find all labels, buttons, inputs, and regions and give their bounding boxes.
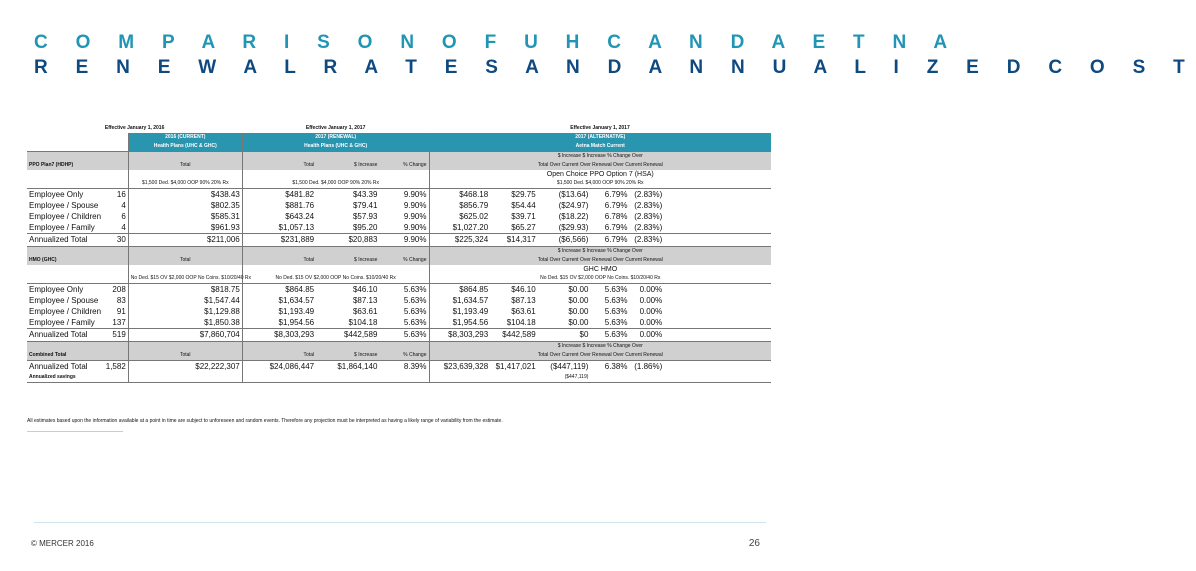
combined-header-row-a: [27, 342, 771, 352]
combined-renewal: $24,086,447: [242, 361, 316, 374]
combined-alt: $23,639,328: [429, 361, 490, 374]
plans-bar-row: [27, 142, 771, 152]
alt-increase: $54.44: [511, 201, 536, 210]
renewal-increase: $95.20: [316, 222, 379, 234]
alt-over-renewal: ($24.97): [558, 201, 589, 210]
rate-2016: $585.31: [128, 211, 242, 222]
alt-over-renewal: $0.00: [538, 317, 591, 329]
alt-pct: 6.79%: [604, 190, 628, 199]
hmo-ren-inc-head: $ Increase: [316, 256, 379, 265]
ppo-alt-plan: Open Choice PPO Option 7 (HSA): [429, 170, 771, 179]
ppo-design-2016: $1,500 Ded. $4,000 OOP 90% 20% Rx: [128, 179, 242, 189]
copyright: © MERCER 2016: [31, 539, 94, 548]
savings-row: [27, 373, 771, 383]
combined-ren-pct-head: % Change: [379, 351, 429, 361]
alt-pct: 5.63%: [604, 285, 628, 294]
renewal-increase: $57.93: [352, 212, 378, 221]
title-line-2: R E N E W A L R A T E S A N D A N N U A L I Z E D C O S T: [34, 57, 1196, 78]
renewal-pct: 9.90%: [379, 222, 429, 234]
ppo-header-row-a: [27, 152, 771, 162]
alt-pct: 5.63%: [604, 307, 628, 316]
alt-increase: $39.71: [511, 212, 536, 221]
annual-renewal-increase: $20,883: [316, 234, 379, 247]
annual-2016: $7,860,704: [128, 329, 242, 342]
rate-2016: $1,547.44: [128, 295, 242, 306]
ppo-row: [27, 211, 771, 222]
annual-renewal-pct: 5.63%: [379, 329, 429, 342]
ppo-annualized-row: [27, 234, 771, 247]
ppo-design-row: [27, 179, 771, 189]
rate-2016: $1,129.88: [128, 306, 242, 317]
tier-label: Employee / Spouse: [29, 201, 99, 210]
renewal-pct: 5.63%: [403, 296, 427, 305]
enrollment-count: 4: [121, 201, 126, 210]
alt-pct: 5.63%: [590, 317, 629, 329]
alt-renewal-pct: 0.00%: [629, 317, 664, 329]
combined-count: 1,582: [105, 362, 126, 371]
hmo-header-row-a: [27, 247, 771, 257]
combined-alt-header-b: Total Over Current Over Renewal Over Current Renewal: [429, 351, 771, 361]
annual-count: 30: [100, 234, 128, 247]
comparison-table: [27, 124, 771, 383]
rate-renewal: $1,954.56: [242, 317, 316, 329]
annual-2016: $211,006: [128, 234, 242, 247]
alt-increase: $87.13: [511, 296, 536, 305]
plans-renewal: Health Plans (UHC & GHC): [242, 142, 429, 152]
alt-increase: $65.27: [490, 222, 537, 234]
renewal-increase: $46.10: [352, 285, 378, 294]
plans-alternative: Aetna Match Current: [429, 142, 771, 152]
rate-renewal: $1,193.49: [242, 306, 316, 317]
annual-alt-pct: 5.63%: [590, 329, 629, 342]
combined-ren-inc-head: $ Increase: [316, 351, 379, 361]
hmo-row: [27, 284, 771, 296]
annual-label: Annualized Total: [27, 329, 100, 342]
tier-label: Employee Only: [29, 285, 84, 294]
alt-renewal-pct: 0.00%: [639, 285, 663, 294]
rate-alt: $1,634.57: [429, 295, 490, 306]
alt-renewal-pct: 0.00%: [639, 307, 663, 316]
hmo-alt-header-a: $ Increase $ Increase % Change Over: [429, 247, 771, 257]
disclaimer: All estimates based upon the information available at a point in time are subject to unforeseen and random events. Therefore any projection must be interpreted as having a likely range of variability from the estimate.: [27, 418, 503, 424]
alt-increase: $29.75: [511, 190, 536, 199]
renewal-increase: $63.61: [352, 307, 378, 316]
rate-alt: $625.02: [429, 211, 490, 222]
enrollment-count: 137: [100, 317, 128, 329]
tier-label: Employee / Children: [29, 212, 102, 221]
enrollment-count: 4: [100, 222, 128, 234]
plans-2016: Health Plans (UHC & GHC): [128, 142, 242, 152]
savings-value: ($447,119): [538, 373, 591, 383]
ppo-alt-header-b: Total Over Current Over Renewal Over Current Renewal: [429, 161, 771, 170]
alt-pct: 6.79%: [604, 201, 628, 210]
rate-alt: $1,193.49: [429, 306, 490, 317]
hmo-section-title: HMO (GHC): [27, 256, 128, 265]
annual-renewal-pct: 9.90%: [379, 234, 429, 247]
enrollment-count: 83: [116, 296, 126, 305]
rate-alt: $1,954.56: [429, 317, 490, 329]
rate-renewal: $1,057.13: [242, 222, 316, 234]
renewal-increase: $104.18: [316, 317, 379, 329]
annual-alt-over-renewal: ($6,566): [538, 234, 591, 247]
rate-2016: $961.93: [128, 222, 242, 234]
hmo-header-row-b: [27, 256, 771, 265]
rate-2016: $438.43: [128, 189, 242, 201]
combined-renewal-increase: $1,864,140: [337, 362, 378, 371]
annual-alt-renewal-pct: 0.00%: [629, 329, 664, 342]
effective-renewal: Effective January 1, 2017: [305, 125, 366, 131]
alt-renewal-pct: 0.00%: [639, 296, 663, 305]
combined-alt-renewal-pct: (1.86%): [634, 362, 663, 371]
combined-total-head: Total: [128, 351, 242, 361]
ppo-ren-inc-head: $ Increase: [316, 161, 379, 170]
hmo-total-head: Total: [128, 256, 242, 265]
hmo-design-renewal: No Ded. $15 OV $2,000 OOP No Coins. $10/20/40 Rx: [242, 274, 429, 284]
hmo-row: [27, 295, 771, 306]
combined-ren-total-head: Total: [242, 351, 316, 361]
effective-alternative: Effective January 1, 2017: [570, 125, 630, 131]
rate-alt: $856.79: [429, 200, 490, 211]
enrollment-count: 208: [112, 285, 126, 294]
renewal-increase: $87.13: [352, 296, 378, 305]
combined-alt-header-a: $ Increase $ Increase % Change Over: [429, 342, 771, 352]
effective-row: [27, 124, 771, 133]
hmo-ren-total-head: Total: [242, 256, 316, 265]
alt-increase: $46.10: [511, 285, 536, 294]
ppo-header-row-b: [27, 161, 771, 170]
combined-2016: $22,222,307: [128, 361, 242, 374]
enrollment-count: 91: [116, 307, 126, 316]
renewal-pct: 5.63%: [403, 307, 427, 316]
renewal-pct: 5.63%: [403, 285, 427, 294]
ppo-row: [27, 189, 771, 201]
year-2017-renewal: 2017 (RENEWAL): [242, 133, 429, 142]
tier-label: Employee / Spouse: [29, 296, 99, 305]
annual-alt: $225,324: [429, 234, 490, 247]
hmo-ren-pct-head: % Change: [379, 256, 429, 265]
ppo-row: [27, 222, 771, 234]
alt-increase: $63.61: [511, 307, 536, 316]
annual-renewal: $231,889: [242, 234, 316, 247]
tier-label: Employee / Family: [27, 317, 100, 329]
combined-alt-pct: 6.38%: [604, 362, 628, 371]
rate-renewal: $864.85: [242, 284, 316, 296]
alt-over-renewal: $0.00: [568, 296, 589, 305]
renewal-increase: $43.39: [352, 190, 378, 199]
combined-label: Annualized Total: [29, 362, 88, 371]
annual-alt-increase: $442,589: [490, 329, 537, 342]
rate-2016: $1,850.38: [128, 317, 242, 329]
rate-alt: $468.18: [429, 189, 490, 201]
rate-2016: $818.75: [128, 284, 242, 296]
alt-over-renewal: $0.00: [568, 307, 589, 316]
year-bar-row: [27, 133, 771, 142]
annual-alt-over-renewal: $0: [538, 329, 591, 342]
disclaimer-divider: [27, 431, 123, 432]
tier-label: Employee / Family: [27, 222, 100, 234]
hmo-row: [27, 317, 771, 329]
hmo-annualized-row: [27, 329, 771, 342]
alt-pct: 5.63%: [604, 296, 628, 305]
annual-renewal: $8,303,293: [242, 329, 316, 342]
rate-alt: $1,027.20: [429, 222, 490, 234]
ppo-ren-total-head: Total: [242, 161, 316, 170]
rate-renewal: $643.24: [242, 211, 316, 222]
renewal-pct: 9.90%: [403, 212, 427, 221]
alt-pct: 6.79%: [590, 222, 629, 234]
annual-renewal-increase: $442,589: [316, 329, 379, 342]
effective-2016: Effective January 1, 2016: [104, 125, 165, 131]
alt-over-renewal: ($13.64): [558, 190, 589, 199]
alt-renewal-pct: (2.83%): [629, 222, 664, 234]
ppo-design-alt: $1,500 Ded. $4,000 OOP 90% 20% Rx: [429, 179, 771, 189]
annual-alt-renewal-pct: (2.83%): [629, 234, 664, 247]
footer-divider: [34, 522, 766, 523]
rate-2016: $802.35: [128, 200, 242, 211]
alt-over-renewal: ($29.93): [538, 222, 591, 234]
alt-over-renewal: ($18.22): [558, 212, 589, 221]
tier-label: Employee Only: [29, 190, 84, 199]
combined-alt-increase: $1,417,021: [495, 362, 536, 371]
renewal-pct: 5.63%: [379, 317, 429, 329]
hmo-design-row: [27, 274, 771, 284]
ppo-plan-row: [27, 170, 771, 179]
rate-renewal: $481.82: [242, 189, 316, 201]
combined-annualized-row: [27, 361, 771, 374]
rate-renewal: $1,634.57: [242, 295, 316, 306]
ppo-alt-header-a: $ Increase $ Increase % Change Over: [429, 152, 771, 162]
combined-alt-over-renewal: ($447,119): [550, 362, 589, 371]
rate-alt: $864.85: [429, 284, 490, 296]
ppo-ren-pct-head: % Change: [379, 161, 429, 170]
ppo-total-head: Total: [128, 161, 242, 170]
renewal-pct: 9.90%: [403, 190, 427, 199]
hmo-alt-plan: GHC HMO: [429, 265, 771, 274]
alt-renewal-pct: (2.83%): [634, 190, 663, 199]
hmo-alt-header-b: Total Over Current Over Renewal Over Current Renewal: [429, 256, 771, 265]
tier-label: Employee / Children: [29, 307, 102, 316]
savings-label: Annualized savings: [27, 373, 128, 383]
renewal-pct: 9.90%: [403, 201, 427, 210]
hmo-plan-row: [27, 265, 771, 274]
annual-label: Annualized Total: [27, 234, 100, 247]
hmo-row: [27, 306, 771, 317]
combined-header-row-b: [27, 351, 771, 361]
alt-renewal-pct: (2.83%): [634, 201, 663, 210]
alt-pct: 6.78%: [604, 212, 628, 221]
year-2017-alternative: 2017 (ALTERNATIVE): [429, 133, 771, 142]
annual-alt-pct: 6.79%: [590, 234, 629, 247]
enrollment-count: 6: [121, 212, 126, 221]
combined-renewal-pct: 8.39%: [403, 362, 427, 371]
alt-over-renewal: $0.00: [568, 285, 589, 294]
ppo-section-title: PPO Plan7 (HDHP): [27, 161, 128, 170]
combined-section-title: Combined Total: [27, 351, 128, 361]
annual-alt: $8,303,293: [429, 329, 490, 342]
enrollment-count: 16: [116, 190, 126, 199]
annual-count: 519: [100, 329, 128, 342]
hmo-design-2016: No Ded. $15 OV $2,000 OOP No Coins. $10/20/40 Rx: [128, 274, 242, 284]
title-line-1: C O M P A R I S O N O F U H C A N D A E T N A: [34, 32, 959, 53]
alt-renewal-pct: (2.83%): [634, 212, 663, 221]
year-2016-current: 2016 (CURRENT): [128, 133, 242, 142]
hmo-design-alt: No Ded. $15 OV $2,000 OOP No Coins. $10/20/40 Rx: [429, 274, 771, 284]
ppo-design-renewal: $1,500 Ded. $4,000 OOP 90% 20% Rx: [242, 179, 429, 189]
ppo-row: [27, 200, 771, 211]
renewal-increase: $79.41: [352, 201, 378, 210]
alt-increase: $104.18: [490, 317, 537, 329]
annual-alt-increase: $14,317: [490, 234, 537, 247]
page-number: 26: [748, 538, 760, 549]
rate-renewal: $881.76: [242, 200, 316, 211]
